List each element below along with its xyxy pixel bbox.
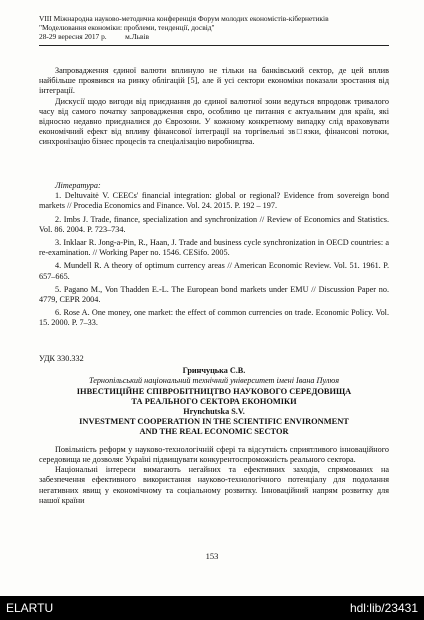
author-en: Hrynchutska S.V. bbox=[183, 406, 245, 416]
title-en-line-2: AND THE REAL ECONOMIC SECTOR bbox=[139, 426, 289, 436]
repository-name: ELARTU bbox=[6, 601, 54, 615]
header-line-3: 28-29 вересня 2017 р. м.Львів bbox=[39, 32, 150, 41]
reference-item: 1. Deltuvaitė V. CEECs' financial integration: global or regional? Evidence from sovereign bond markets // Procedia Economics and Finance. Vol. 24. 2015. P. 192 – 197. bbox=[39, 191, 389, 211]
intro-paragraph-1: Запровадження єдиної валюти вплинуло не тільки на банківський сектор, де цей вплив найбільше проявився на ринку облігацій [5], але й усі сектори економіки показали зростання від інтеграції. bbox=[39, 66, 389, 96]
references-section bbox=[39, 181, 389, 332]
affiliation: Тернопільський національний технічний університет імені Івана Пулюя bbox=[88, 376, 340, 386]
article-paragraph-2: Національні інтереси вимагають негайних та ефективних заходів, спрямованих на забезпечення ефективного використання науково-технологічного потенціалу для подолання негативних явищ у економічному та соціальному розвитку. Інноваційний напрям розвитку для нашої країни bbox=[39, 465, 389, 505]
repository-footer-bar bbox=[0, 596, 424, 620]
handle-identifier: hdl:lib/23431 bbox=[349, 601, 418, 615]
author-ua: Гринчуцька С.В. bbox=[182, 366, 246, 376]
page-number: 153 bbox=[205, 551, 219, 561]
header-line-2: "Моделювання економіки: проблеми, тенденції, досвід" bbox=[39, 23, 215, 32]
reference-item: 6. Rose A. One money, one market: the effect of common currencies on trade. Economic Policy. Vol. 15. 2000. P. 7–33. bbox=[39, 308, 389, 328]
title-ua-line-1: ІНВЕСТИЦІЙНЕ СПІВРОБІТНИЦТВО НАУКОВОГО СЕРЕДОВИЩА bbox=[76, 386, 352, 396]
intro-section bbox=[39, 66, 389, 148]
title-en-line-1: INVESTMENT COOPERATION IN THE SCIENTIFIC ENVIRONMENT bbox=[79, 416, 349, 426]
running-header bbox=[39, 14, 389, 41]
reference-item: 2. Imbs J. Trade, finance, specialization and synchronization // Review of Economics and Statistics. Vol. 86. 2004. P. 723–734. bbox=[39, 214, 389, 234]
reference-item: 3. Inklaar R. Jong-a-Pin, R., Haan, J. Trade and business cycle synchronization in OECD countries: a re-examination. // Working Paper no. 1546. CESifo. 2005. bbox=[39, 238, 389, 258]
article-section bbox=[39, 354, 389, 506]
intro-paragraph-2: Дискусії щодо вигоди від приєднання до єдиної валютної зони ведуться впродовж тривалого часу від самого початку запровадження євро, особливо це питання є актуальним для країн, які відносно недавно приєдналися до Єврозони. У кожному конкретному випадку слід враховувати економічний ефект від впливу фінансової інтеграції на торгівельні зв□язки, фінансові потоки, синхронізацію бізнес процесів та спеціалізацію виробництва. bbox=[39, 96, 389, 147]
article-paragraph-1: Повільність реформ у науково-технологічній сфері та відсутність сприятливого інноваційного середовища не дозволяє Україні підвищувати конкурентоспроможність реального сектора. bbox=[39, 444, 389, 465]
header-line-1: VIII Міжнародна науково-методична конференція Форум молодих економістів-кібернетиків bbox=[39, 14, 329, 23]
reference-item: 5. Pagano M., Von Thadden E.-L. The European bond markets under EMU // Discussion Paper no. 4779, CEPR 2004. bbox=[39, 284, 389, 305]
header-rule bbox=[39, 45, 389, 46]
reference-item: 4. Mundell R. A theory of optimum currency areas // American Economic Review. Vol. 51. 1961. P. 657–665. bbox=[39, 261, 389, 281]
references-heading: Література: bbox=[55, 181, 101, 190]
udc-code: УДК 330.332 bbox=[39, 354, 84, 363]
title-ua-line-2: ТА РЕАЛЬНОГО СЕКТОРА ЕКОНОМІКИ bbox=[131, 396, 297, 406]
